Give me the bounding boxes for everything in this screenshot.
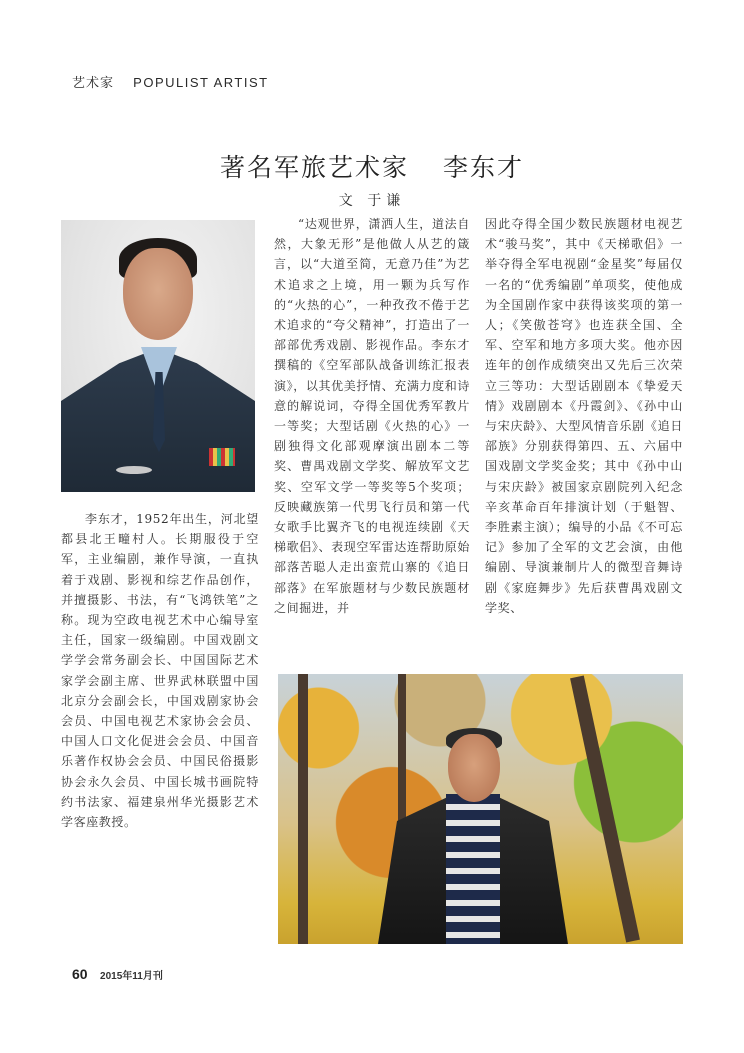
article-byline: 文 于谦	[338, 193, 406, 209]
man-figure	[378, 734, 568, 944]
article-column-2	[274, 214, 470, 618]
portrait-photo	[61, 220, 255, 492]
man-face	[448, 734, 500, 802]
patterned-scarf	[446, 794, 500, 944]
article-title-main: 著名军旅艺术家	[219, 153, 409, 182]
magazine-name-en: POPULIST ARTIST	[133, 75, 269, 90]
tree-trunk	[298, 674, 308, 944]
page-footer	[72, 966, 163, 984]
autumn-portrait-photo	[278, 674, 683, 944]
article-title-name: 李东才	[443, 153, 525, 182]
pilot-wings-badge	[116, 466, 152, 474]
issue-date: 2015年11月刊	[100, 971, 163, 982]
medal-ribbons	[209, 448, 235, 466]
portrait-face	[123, 248, 193, 340]
bio-paragraph: 李东才，1952年出生，河北望都县北王疃村人。长期服役于空军，主业编剧，兼作导演，一直执着于戏剧、影视和综艺作品创作，并擅摄影、书法，有“飞鸿铁笔”之称。现为空政电视艺术中心编导室主任，国家一级编剧。中国戏剧文学学会常务副会长、中国国际艺术家学会副主席、世界武林联盟中国北京分会副会长，中国戏剧家协会会员、中国电视艺术家协会会员、中国人口文化促进会会员、中国音乐著作权协会会员、中国民俗摄影协会永久会员、中国长城书画院特约书法家、福建泉州华光摄影艺术学客座教授。	[61, 512, 259, 830]
body-paragraph-continued: 因此夺得全国少数民族题材电视艺术“骏马奖”，其中《天梯歌侣》一举夺得全军电视剧“金星奖”每届仅一名的“优秀编剧”单项奖，使他成为全国剧作家中获得该奖项的第一人；《笑傲苍穹》也连获全国、全军、空军和地方多项大奖。他亦因连年的创作成绩突出又先后三次荣立三等功：大型话剧剧本《挚爱天情》戏剧剧本《丹霞剑》、《孙中山与宋庆龄》、大型风情音乐剧《追日部族》分别获得第四、五、六届中国戏剧文学奖金奖；其中《孙中山与宋庆龄》被国家京剧院列入纪念辛亥革命百年排演计划（于魁智、李胜素主演）；编导的小品《不可忘记》参加了全军的文艺会演，由他编剧、导演兼制片人的微型音舞诗剧《家庭舞步》先后获曹禺戏剧文学奖、	[485, 217, 683, 615]
article-title	[0, 148, 744, 184]
magazine-name-cn: 艺术家	[72, 76, 115, 91]
article-column-3	[485, 214, 683, 618]
article-column-1	[61, 509, 259, 832]
page-number: 60	[72, 966, 88, 982]
tree-trunk	[570, 675, 640, 942]
magazine-header	[72, 72, 269, 91]
body-paragraph: “达观世界，潇洒人生，道法自然，大象无形”是他做人从艺的箴言，以“大道至简，无意乃佳”为艺术追求之上境，用一颗为兵写作的“火热的心”，一种孜孜不倦于艺术追求的“夸父精神”，打造出了一部部优秀戏剧、影视作品。李东才撰稿的《空军部队战备训练汇报表演》，以其优美抒情、充满力度和诗意的解说词，夺得全国优秀军教片一等奖；大型话剧《火热的心》一剧独得文化部观摩演出剧本二等奖、曹禺戏剧文学奖、解放军文艺奖、空军文学一等奖等5个奖项；反映藏族第一代男飞行员和第一代女歌手比翼齐飞的电视连续剧《天梯歌侣》、表现空军雷达连帮助原始部落苦聪人走出蛮荒山寨的《追日部落》在军旅题材与少数民族题材之间掘进，并	[274, 217, 470, 615]
